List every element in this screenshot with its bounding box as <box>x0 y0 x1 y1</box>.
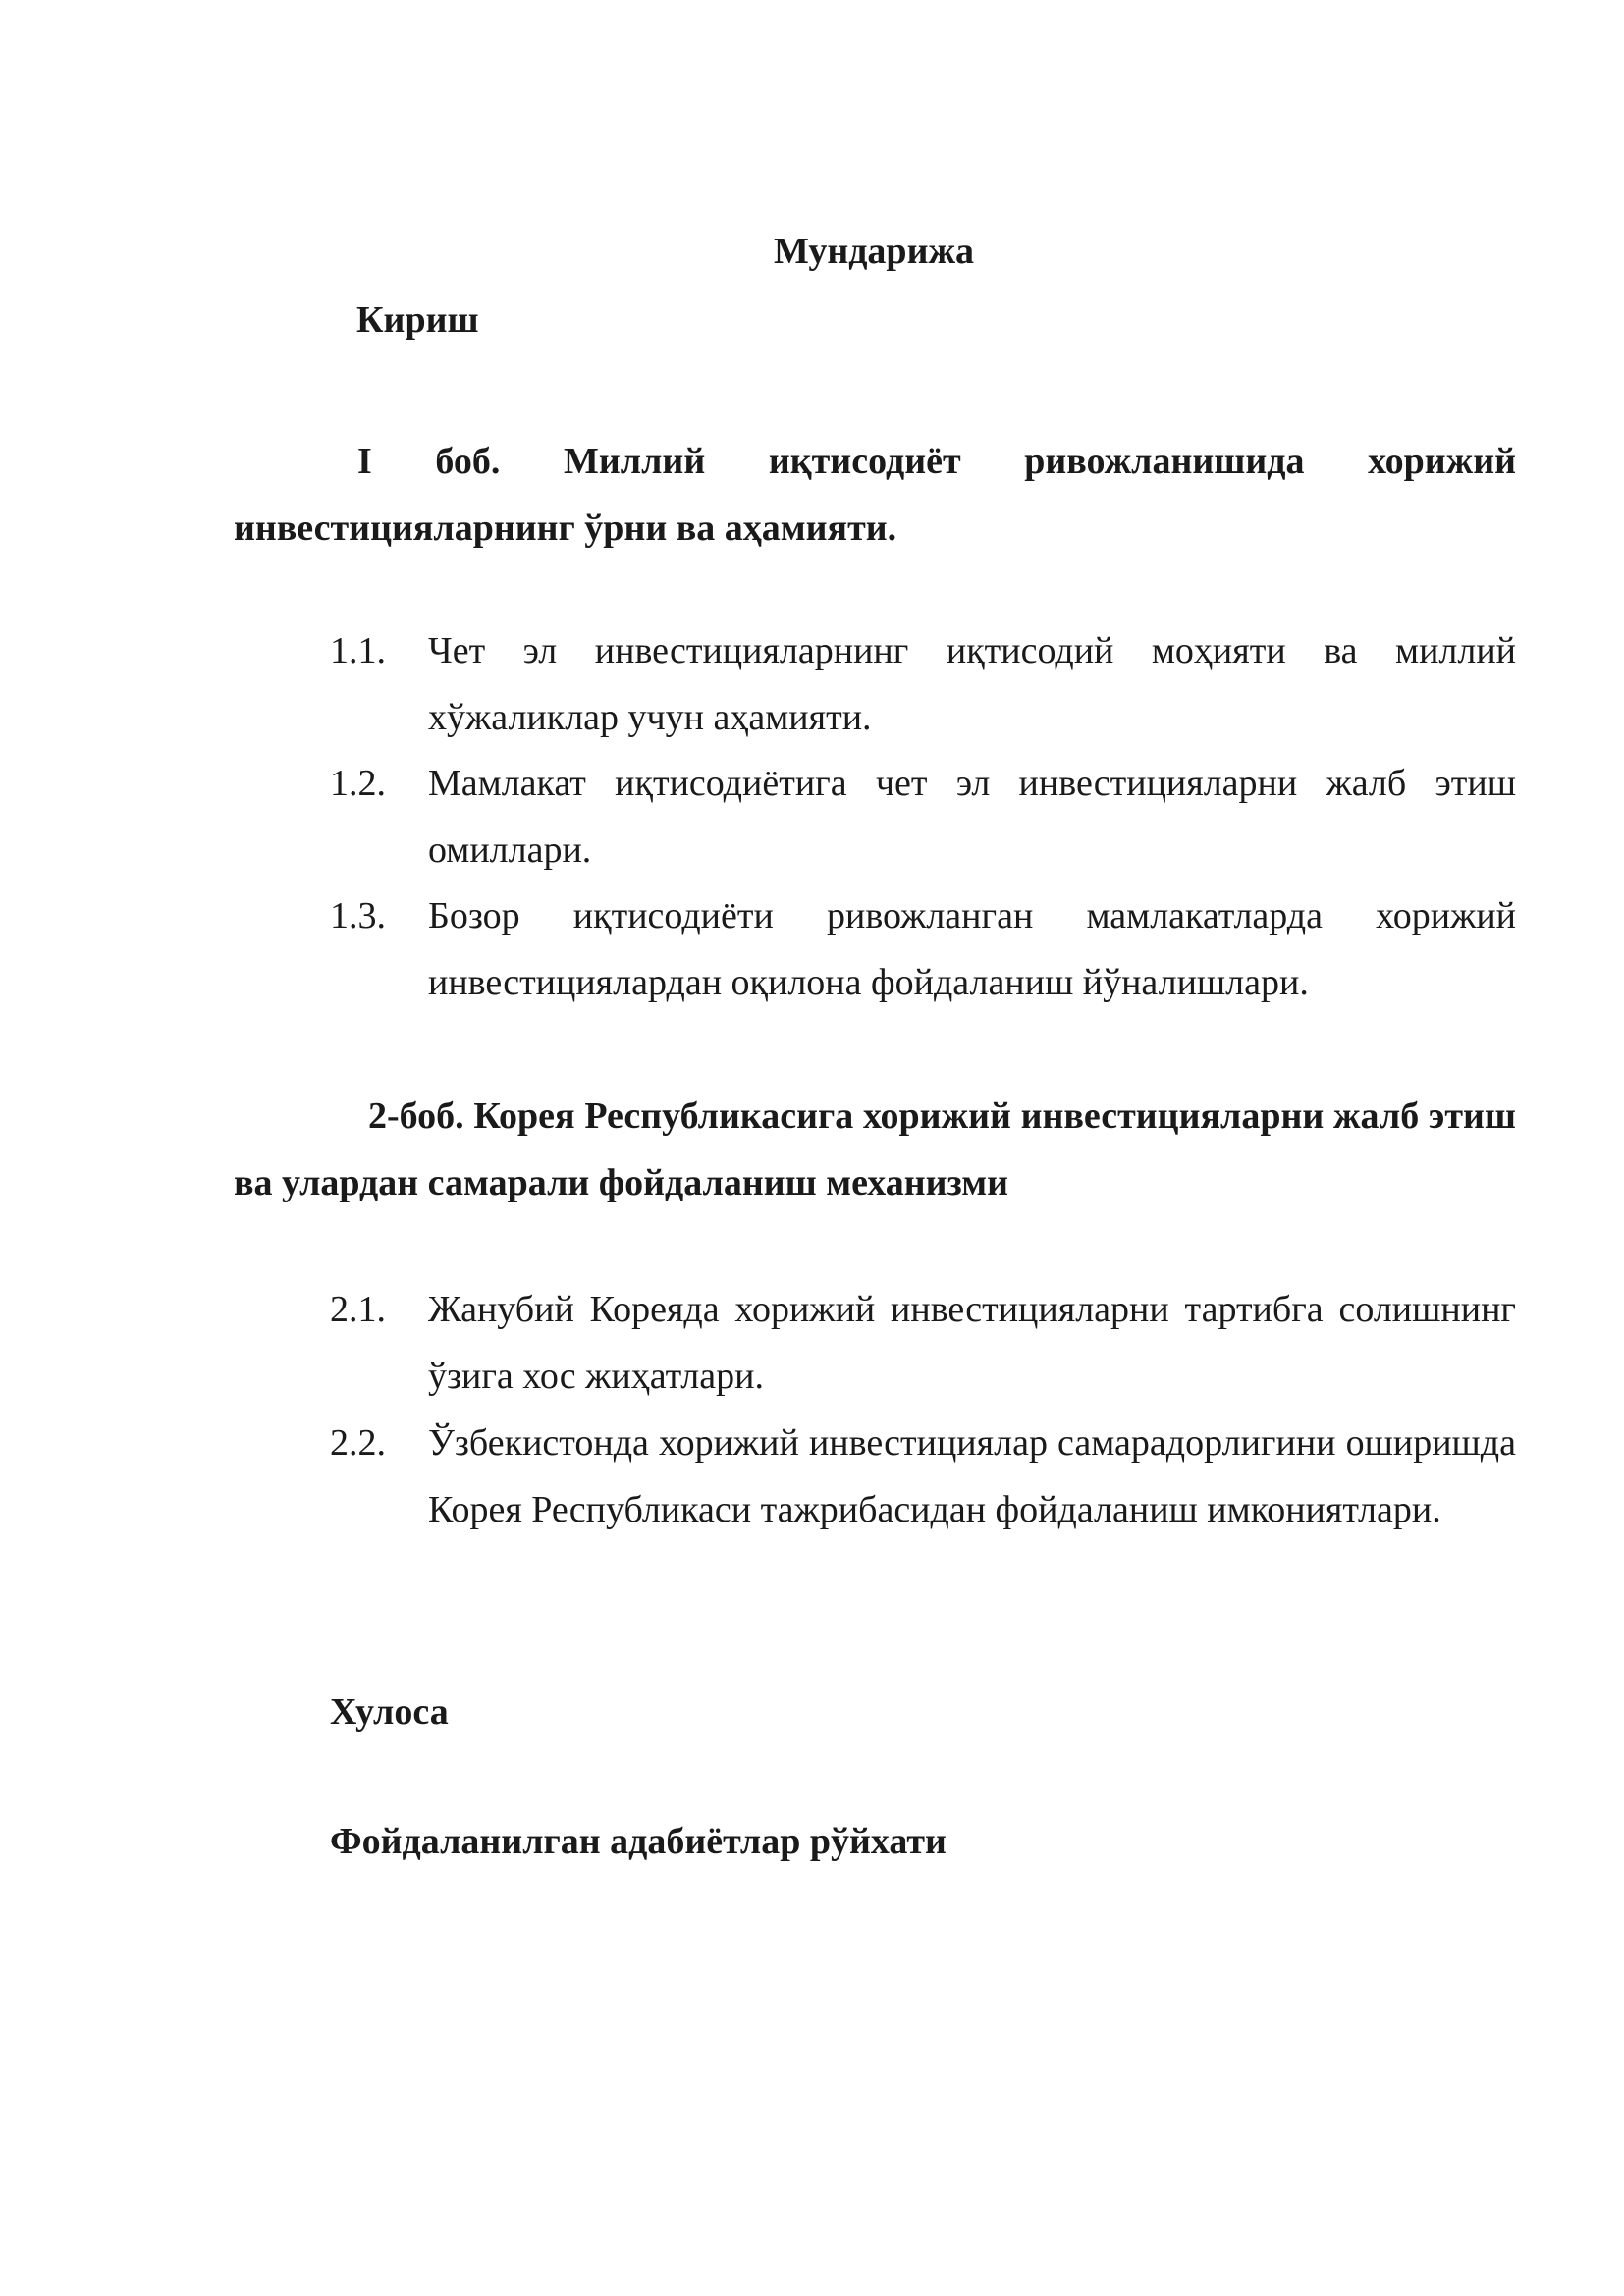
toc-introduction: Кириш <box>356 299 479 341</box>
page-title: Мундарижа <box>773 231 975 272</box>
toc-item-text: Ўзбекистонда хорижий инвестициялар самарадорлигини оширишда Корея Республикаси тажрибасидан фойдаланиш имкониятлари. <box>428 1422 1516 1530</box>
toc-item-number: 1.1. <box>330 630 386 671</box>
toc-item-number: 1.2. <box>330 763 386 804</box>
toc-chapter-1-heading: I боб. Миллий иқтисодиёт ривожланишида хорижий инвестицияларнинг ўрни ва аҳамияти. <box>234 441 1516 549</box>
toc-item-1-3 <box>330 882 1516 1016</box>
toc-item-text: Жанубий Кореяда хорижий инвестицияларни тартибга солишнинг ўзига хос жиҳатлари. <box>428 1289 1516 1397</box>
toc-item-text: Мамлакат иқтисодиётига чет эл инвестицияларни жалб этиш омиллари. <box>428 763 1516 871</box>
toc-item-number: 2.2. <box>330 1422 386 1464</box>
toc-item-number: 1.3. <box>330 895 386 936</box>
toc-item-number: 2.1. <box>330 1289 386 1330</box>
toc-item-1-2 <box>330 750 1516 883</box>
toc-references: Фойдаланилган адабиётлар рўйхати <box>330 1821 947 1862</box>
toc-item-text: Бозор иқтисодиёти ривожланган мамлакатларда хорижий инвестициялардан оқилона фойдаланиш йўналишлари. <box>428 895 1516 1003</box>
toc-item-2-1 <box>330 1276 1516 1410</box>
toc-item-1-1 <box>330 617 1516 751</box>
toc-conclusion: Хулоса <box>330 1691 449 1733</box>
toc-item-2-2 <box>330 1410 1516 1543</box>
toc-item-text: Чет эл инвестицияларнинг иқтисодий моҳияти ва миллий хўжаликлар учун аҳамияти. <box>428 630 1516 738</box>
toc-chapter-2-heading: 2-боб. Корея Республикасига хорижий инвестицияларни жалб этиш ва улардан самарали фойдаланиш механизми <box>234 1095 1516 1203</box>
